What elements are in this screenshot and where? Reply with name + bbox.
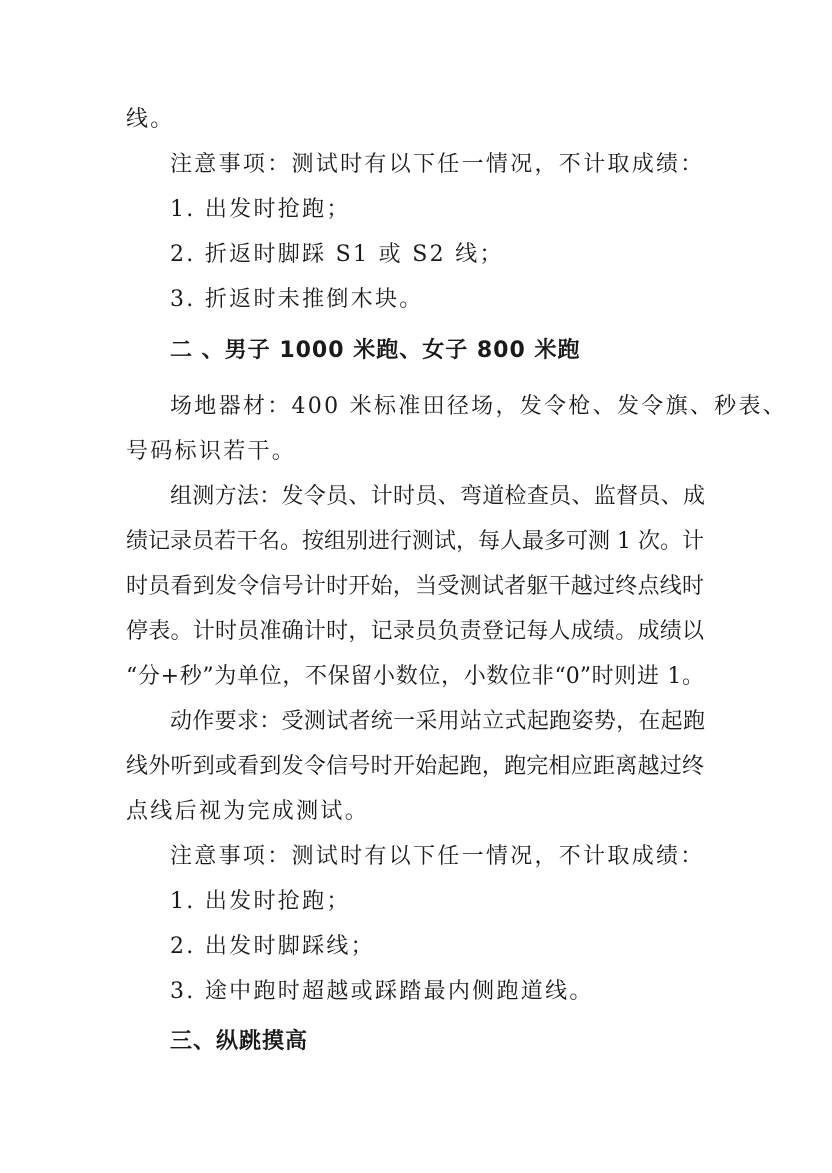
text-line: 线外听到或看到发令信号时开始起跑，跑完相应距离越过终 xyxy=(126,754,704,779)
list-item: 1. 出发时抢跑； xyxy=(170,197,351,222)
notes-label-line: 注意事项：测试时有以下任一情况，不计取成绩： xyxy=(170,844,705,869)
list-item: 3. 途中跑时超越或踩踏最内侧跑道线。 xyxy=(170,979,594,1004)
list-item: 2. 折返时脚踩 S1 或 S2 线； xyxy=(170,242,504,267)
list-item: 3. 折返时未推倒木块。 xyxy=(170,287,424,312)
notes-label-line: 注意事项：测试时有以下任一情况，不计取成绩： xyxy=(170,152,705,177)
text-line: 动作要求：受测试者统一采用站立式起跑姿势，在起跑 xyxy=(170,709,705,734)
text-line: 绩记录员若干名。按组别进行测试，每人最多可测 1 次。计 xyxy=(126,529,704,554)
text-line: 点线后视为完成测试。 xyxy=(126,799,370,824)
section-heading: 三、纵跳摸高 xyxy=(170,1029,309,1054)
text-line: “分+秒”为单位，不保留小数位，小数位非“0”时则进 1。 xyxy=(126,664,704,689)
list-item: 2. 出发时脚踩线； xyxy=(170,934,375,959)
text-line: 线。 xyxy=(126,107,175,132)
text-line: 组测方法：发令员、计时员、弯道检查员、监督员、成 xyxy=(170,484,705,509)
text-line: 时员看到发令信号计时开始，当受测试者躯干越过终点线时 xyxy=(126,574,704,599)
text-line: 停表。计时员准确计时，记录员负责登记每人成绩。成绩以 xyxy=(126,619,704,644)
text-line: 号码标识若干。 xyxy=(126,439,297,464)
list-item: 1. 出发时抢跑； xyxy=(170,889,351,914)
text-line: 场地器材：400 米标准田径场，发令枪、发令旗、秒表、 xyxy=(170,394,788,419)
section-heading: 二 、男子 1000 米跑、女子 800 米跑 xyxy=(170,338,581,363)
